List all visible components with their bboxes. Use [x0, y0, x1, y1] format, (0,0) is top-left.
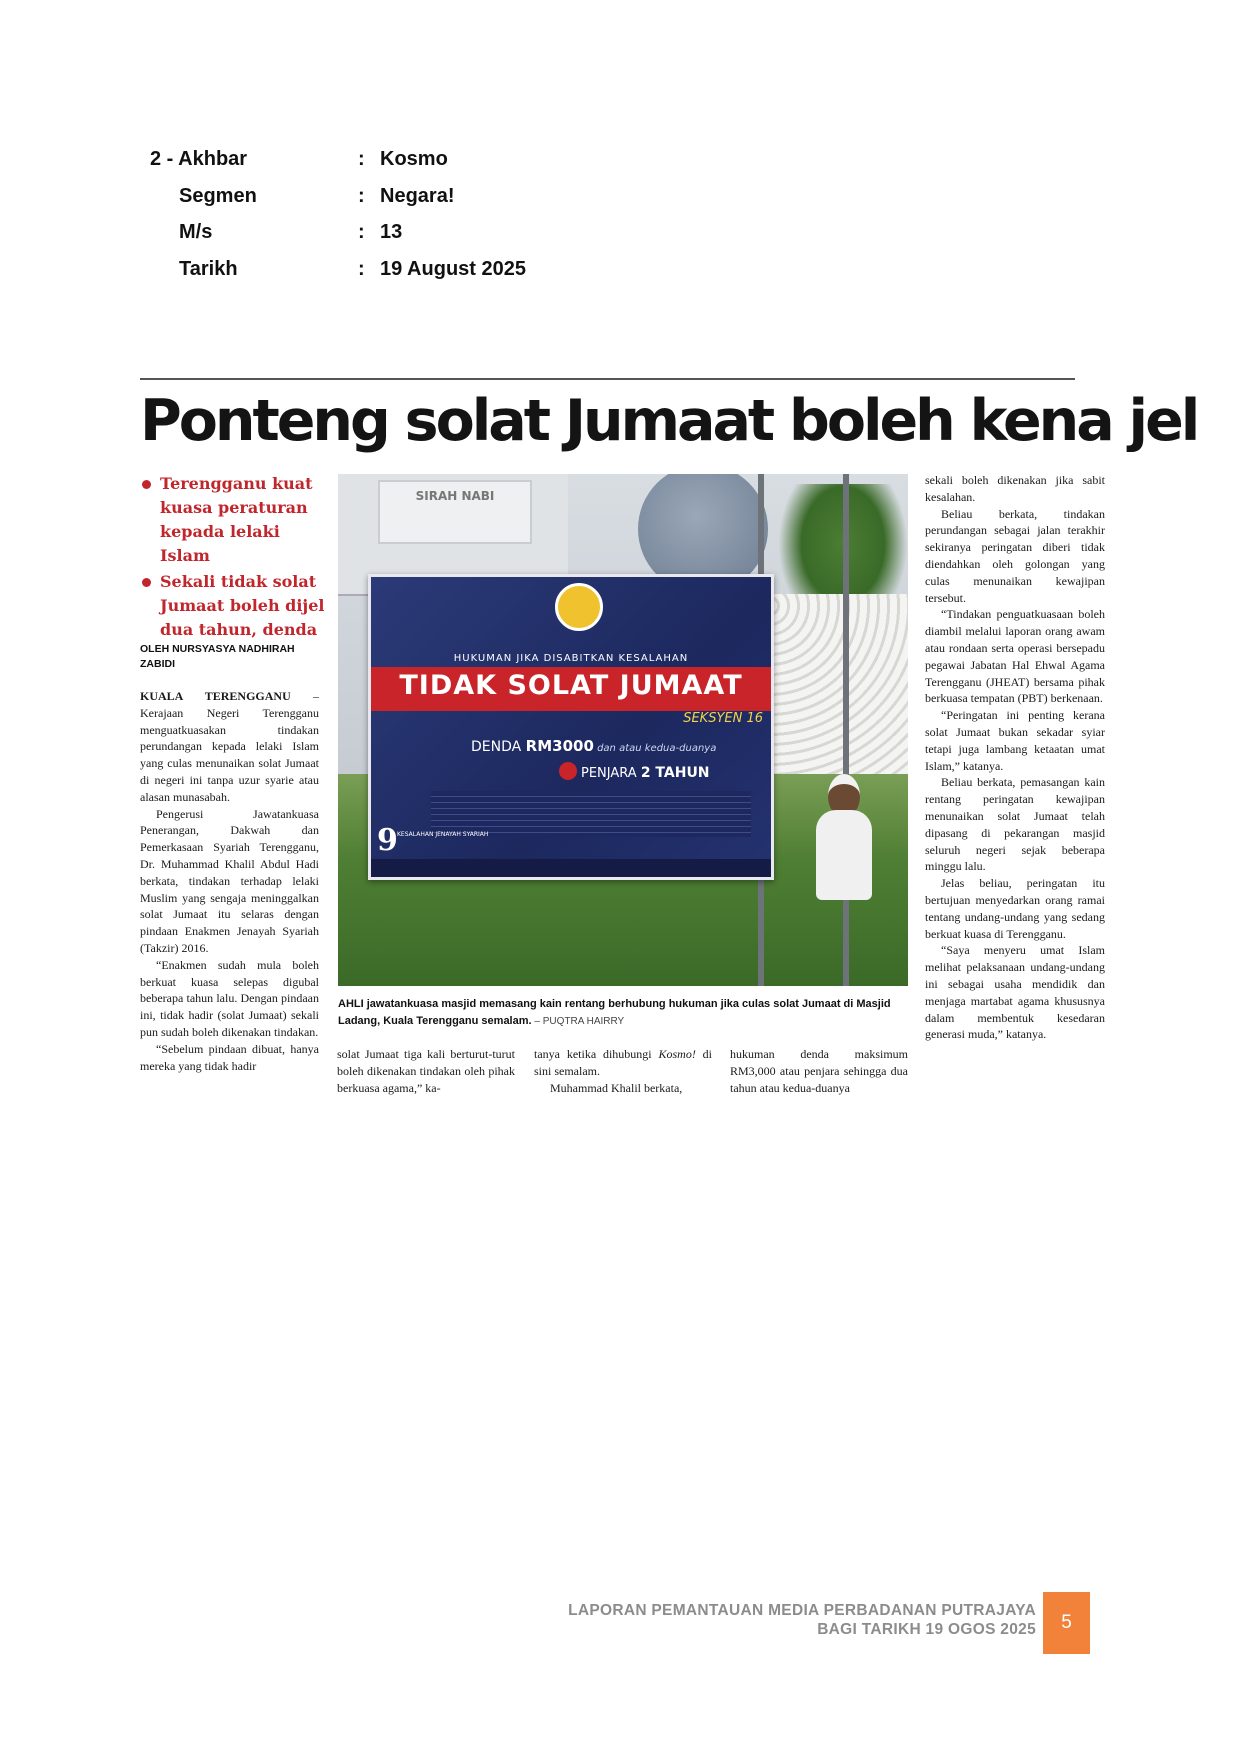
person-body: [816, 810, 872, 900]
article-headline: Ponteng solat Jumaat boleh kena jel: [140, 388, 1198, 454]
bullet-item: Sekali tidak solat Jumaat boleh dijel dua tahun, denda: [140, 570, 330, 642]
paragraph: Beliau berkata, tindakan perundangan sebagai jalan terakhir sekiranya peringatan diberi tidak diendahkan oleh golongan yang culas menunaikan kewajipan tersebut.: [925, 506, 1105, 605]
paragraph: “Peringatan ini penting kerana solat Jumaat bukan sekadar syiar tetapi juga lambang ketaatan umat Islam,” katanya.: [925, 708, 1105, 773]
meta-label: Tarikh: [179, 257, 238, 280]
footer-line-1: LAPORAN PEMANTAUAN MEDIA PERBADANAN PUTRAJAYA: [568, 1602, 1036, 1619]
prison-icon: [559, 762, 577, 780]
article-photo: [338, 474, 908, 986]
banner-footer-strip: [371, 859, 771, 877]
paragraph: “Enakmen sudah mula boleh berkuat kuasa selepas digubal beberapa tahun lalu. Dengan pindaan ini, tidak hadir (solat Jumaat) sekali pun sudah boleh dikenakan tindakan.: [140, 957, 319, 1039]
meta-label: Segmen: [179, 184, 257, 207]
clipping-top-rule: [140, 378, 1075, 380]
report-footer: [568, 1601, 1036, 1639]
emblem-icon: [555, 583, 603, 631]
meta-label: 2 - Akhbar: [150, 148, 248, 170]
banner-denda: [471, 737, 716, 755]
penjara-label: PENJARA: [581, 766, 641, 781]
article-column-5: [925, 472, 1105, 1043]
banner-title: TIDAK SOLAT JUMAAT: [399, 670, 743, 701]
mosque-banner: [368, 574, 774, 880]
paragraph: Pengerusi Jawatankuasa Penerangan, Dakwah dan Pemerkasaan Syariah Terengganu, Dr. Muhammad Khalil Abdul Hadi berkata, tindakan terhadap lelaki Muslim yang sengaja meninggalkan solat Jumaat itu selaras dengan pindaan Enakmen Jenayah Syariah (Takzir) 2016.: [140, 806, 319, 955]
photo-credit: – PUQTRA HAIRRY: [531, 1016, 625, 1027]
photo-caption: [338, 996, 908, 1030]
footer-line-2: BAGI TARIKH 19 OGOS 2025: [817, 1621, 1036, 1638]
article-bullets: [140, 472, 330, 644]
denda-label: DENDA: [471, 739, 526, 755]
paragraph: hukuman denda maksimum RM3,000 atau penjara sehingga dua tahun atau kedua-duanya: [730, 1047, 908, 1095]
paper-name: Kosmo!: [658, 1047, 696, 1061]
article-column-4: [730, 1046, 908, 1096]
paragraph: solat Jumaat tiga kali berturut-turut boleh dikenakan tindakan oleh pihak berkuasa agama,” ka-: [337, 1047, 515, 1095]
bullet-item: Terengganu kuat kuasa peraturan kepada lelaki Islam: [140, 472, 330, 568]
banner-nine-text: KESALAHAN JENAYAH SYARIAH: [397, 831, 489, 838]
paragraph: “Saya menyeru umat Islam melihat pelaksanaan undang-undang ini sebagai usaha mendidik dan menjaga martabat agama khususnya dalam membentuk kesedaran generasi muda,” katanya.: [925, 943, 1105, 1042]
denda-note: dan atau kedua-duanya: [593, 743, 717, 754]
banner-penjara: [581, 765, 710, 781]
paragraph: Beliau berkata, pemasangan kain rentang peringatan kewajipan menunaikan solat Jumaat telah dipasang di pekarangan masjid seluruh negeri sejak beberapa minggu lalu.: [925, 775, 1105, 874]
denda-amount: RM3000: [525, 737, 594, 755]
banner-kicker: HUKUMAN JIKA DISABITKAN KESALAHAN: [453, 653, 689, 664]
paragraph: sekali boleh dikenakan jika sabit kesalahan.: [925, 473, 1105, 504]
banner-nine: 9: [377, 823, 398, 858]
paragraph-part: di sini semalam.: [534, 1047, 712, 1078]
dateline: KUALA TERENGGANU: [140, 689, 291, 703]
article-byline: OLEH NURSYASYA NADHIRAH ZABIDI: [140, 643, 295, 670]
article-column-3: [534, 1046, 712, 1096]
paragraph: “Tindakan penguatkuasaan boleh diambil melalui laporan orang awam atau rondaan serta operasi bersepadu pegawai Jabatan Hal Ehwal Agama Terengganu (JHEAT) bersama pihak berkuasa tempatan (PBT) berkenaan.: [925, 607, 1105, 706]
article-column-1: [140, 688, 319, 1074]
paragraph: – Kerajaan Negeri Terengganu menguatkuasakan tindakan perundangan kepada lelaki Islam yang culas menunaikan solat Jumaat di negeri ini tanpa uzur syarie atau alasan munasabah.: [140, 689, 319, 804]
paragraph: Jelas beliau, peringatan itu bertujuan menyedarkan orang ramai tentang undang-undang yang sedang berkuat kuasa di Terengganu.: [925, 876, 1105, 941]
committee-member: [808, 774, 878, 904]
meta-value: Negara!: [380, 184, 455, 207]
meta-colon: :: [358, 148, 365, 170]
banner-pole: [843, 474, 849, 986]
banner-seksyen: SEKSYEN 16: [683, 711, 763, 726]
paragraph: Muhammad Khalil berkata,: [550, 1080, 683, 1095]
decorative-wall: [758, 594, 908, 794]
meta-value: 19 August 2025: [380, 257, 526, 280]
meta-colon: :: [358, 221, 365, 243]
page-number: 5: [1043, 1592, 1090, 1654]
building-sign: SIRAH NABI: [378, 480, 532, 544]
meta-value: Kosmo: [380, 148, 448, 170]
paragraph-part: tanya ketika dihubungi: [534, 1047, 659, 1061]
meta-colon: :: [358, 257, 365, 280]
caption-text: AHLI jawatankuasa masjid memasang kain rentang berhubung hukuman jika culas solat Jumaat di Masjid Ladang, Kuala Terengganu semalam.: [338, 998, 891, 1027]
paragraph: “Sebelum pindaan dibuat, hanya mereka yang tidak hadir: [140, 1041, 319, 1073]
meta-label: M/s: [179, 221, 213, 243]
meta-value: 13: [380, 221, 403, 243]
article-column-2: [337, 1046, 515, 1096]
meta-colon: :: [358, 184, 365, 207]
penjara-amount: 2 TAHUN: [640, 765, 710, 781]
